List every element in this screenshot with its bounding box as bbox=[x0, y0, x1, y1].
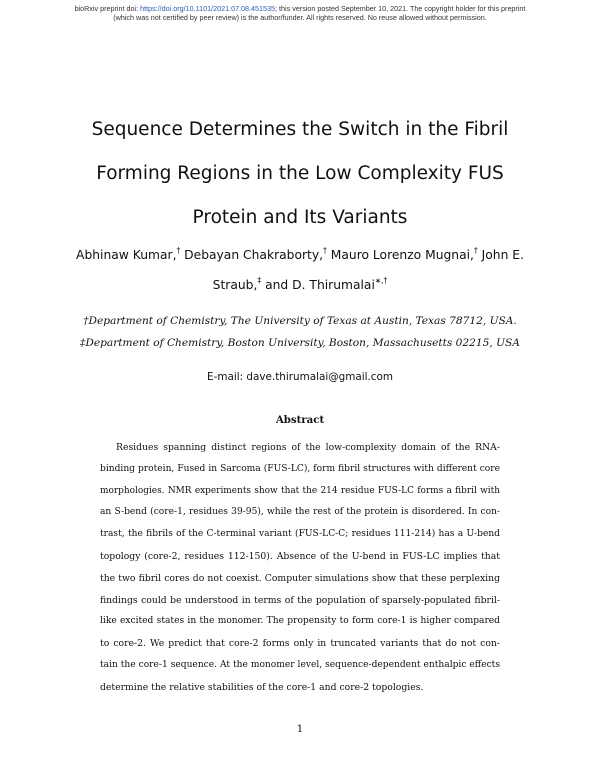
abstract-line: an S-bend (core-1, residues 39-95), while the rest of the protein is disordered. In con- bbox=[100, 507, 500, 518]
title-line: Forming Regions in the Low Complexity FUS bbox=[96, 163, 504, 184]
doi-link[interactable]: https://doi.org/10.1101/2021.07.08.451535 bbox=[140, 4, 276, 13]
affiliation-texas: †Department of Chemistry, The University of Texas at Austin, Texas 78712, USA. bbox=[83, 315, 517, 327]
abstract-line: Residues spanning distinct regions of the low-complexity domain of the RNA- bbox=[116, 442, 500, 453]
abstract-line: to core-2. We predict that core-2 forms only in truncated variants that do not con- bbox=[100, 638, 500, 650]
preprint-notice bbox=[0, 4, 600, 22]
affiliation-mark: † bbox=[323, 245, 327, 255]
abstract-line: determine the relative stabilities of the core-1 and core-2 topologies. bbox=[100, 681, 424, 693]
abstract-line: the two fibril cores do not coexist. Computer simulations show that these perplexing bbox=[100, 572, 500, 584]
title-line: Sequence Determines the Switch in the Fibril bbox=[91, 119, 509, 140]
author-straub: John E. Straub, bbox=[212, 248, 524, 292]
affiliation-mark: † bbox=[473, 245, 478, 255]
abstract-line: like excited states in the monomer. The propensity to form core-1 is higher compared bbox=[100, 616, 500, 627]
title-line: Protein and Its Variants bbox=[192, 207, 408, 228]
affiliation-boston: ‡Department of Chemistry, Boston University, Boston, Massachusetts 02215, USA bbox=[80, 337, 520, 349]
abstract-heading: Abstract bbox=[275, 414, 325, 426]
abstract-line: binding protein, Fused in Sarcoma (FUS-LC), form fibril structures with different core bbox=[100, 463, 500, 474]
abstract-line: tain the core-1 sequence. At the monomer level, sequence-dependent enthalpic effects bbox=[100, 659, 500, 670]
affiliation-mark: † bbox=[176, 245, 181, 255]
abstract-line: morphologies. NMR experiments show that the 214 residue FUS-LC forms a fibril with bbox=[100, 485, 500, 496]
author-mugnai: Mauro Lorenzo Mugnai, bbox=[330, 248, 474, 262]
abstract-line: trast, the fibrils of the C-terminal variant (FUS-LC-C; residues 111-214) has a U-bend bbox=[100, 529, 500, 540]
author-chakraborty: Debayan Chakraborty, bbox=[184, 248, 324, 262]
preprint-prefix: bioRxiv preprint doi: bbox=[74, 4, 141, 13]
affiliation-mark: ‡ bbox=[257, 275, 262, 285]
affiliation-mark: ∗,† bbox=[374, 275, 388, 285]
preprint-suffix: ; this version posted September 10, 2021. The copyright holder for this preprint bbox=[275, 4, 526, 13]
preprint-line-2: (which was not certified by peer review) is the author/funder. All rights reserved. No reuse allowed without permission. bbox=[113, 13, 487, 22]
author-kumar: Abhinaw Kumar, bbox=[76, 248, 177, 262]
preprint-line-1 bbox=[0, 4, 600, 13]
abstract-line: findings could be understood in terms of the population of sparsely-populated fibril- bbox=[100, 594, 500, 606]
abstract-line: topology (core-2, residues 112-150). Absence of the U-bend in FUS-LC implies that bbox=[100, 550, 500, 562]
abstract-body bbox=[100, 437, 500, 699]
author-joiner: and bbox=[265, 278, 289, 292]
author-line-1 bbox=[60, 240, 540, 300]
contact-email: E-mail: dave.thirumalai@gmail.com bbox=[207, 371, 393, 383]
paper-title bbox=[60, 108, 540, 240]
author-list bbox=[60, 240, 540, 300]
page-number: 1 bbox=[296, 723, 304, 735]
author-thirumalai: D. Thirumalai bbox=[292, 278, 375, 292]
